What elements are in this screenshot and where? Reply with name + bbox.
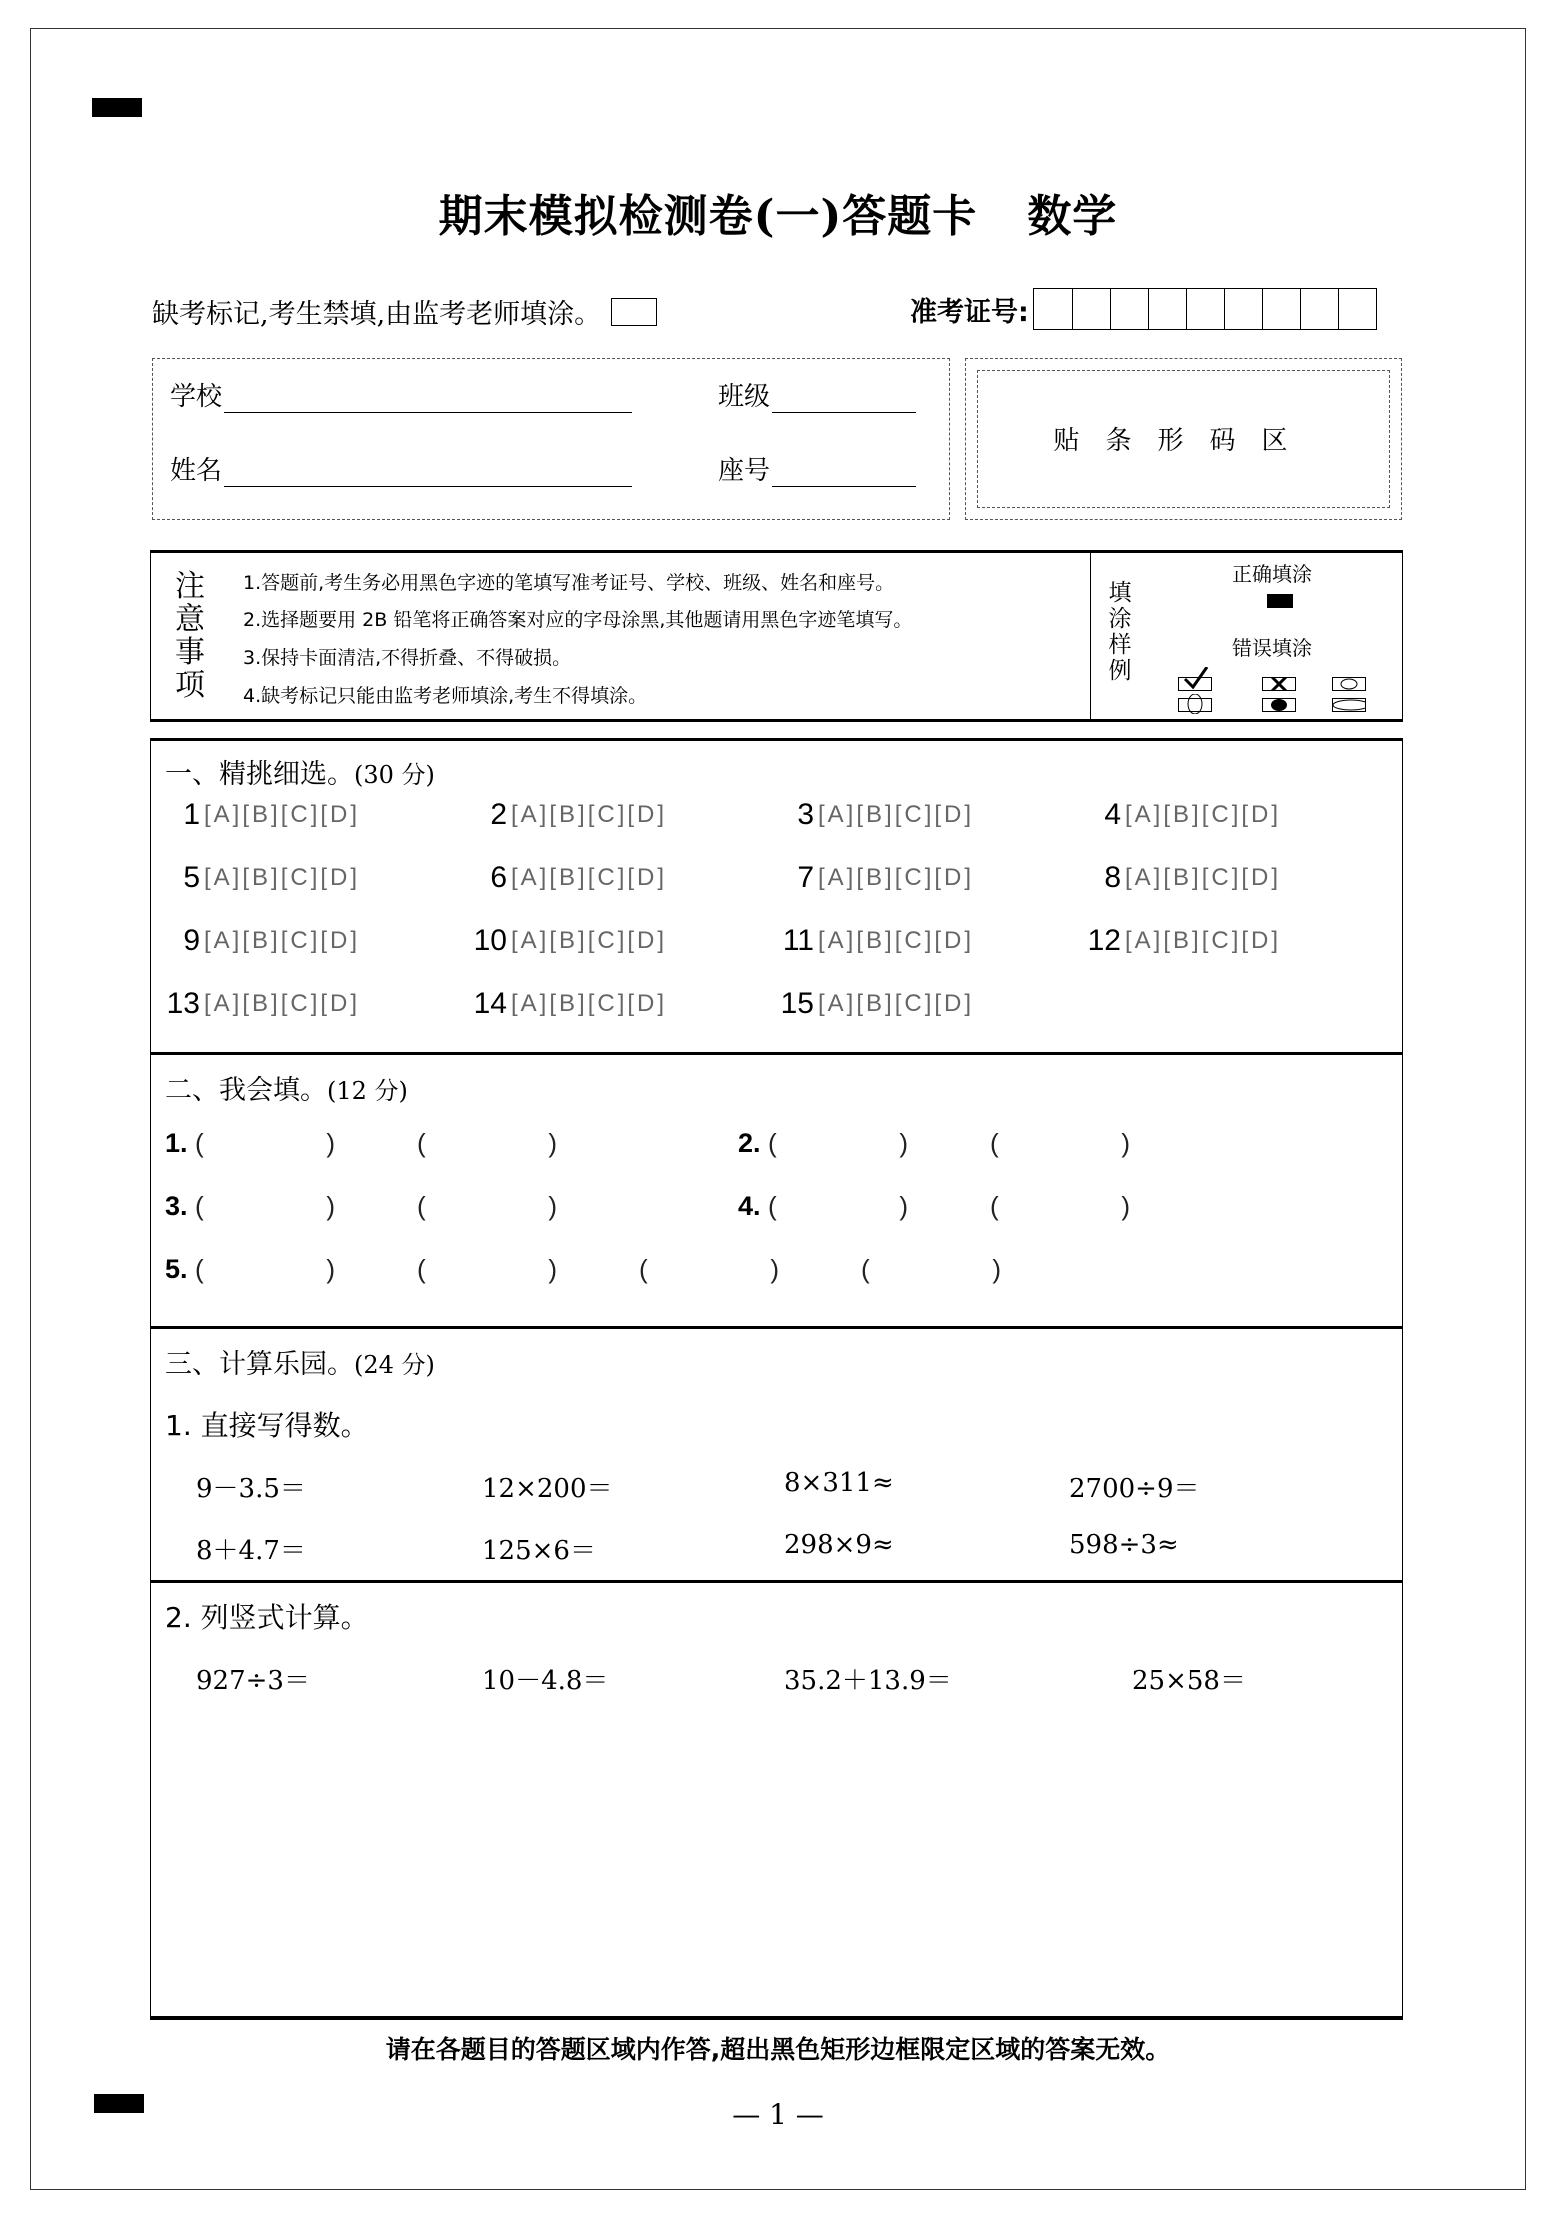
notice-item-4: 4.缺考标记只能由监考老师填涂,考生不得填涂。 (243, 685, 648, 707)
answer-blank[interactable] (417, 1191, 557, 1222)
vertical-calc-expression: 25×58＝ (1132, 1666, 1246, 1696)
calc-expression: 8＋4.7＝ (196, 1536, 306, 1566)
question-number: 10 (473, 924, 507, 957)
fill-item (738, 1191, 1212, 1222)
question-number: 3 (797, 798, 814, 831)
mcq-question (774, 798, 982, 832)
answer-options[interactable]: [A][B][C][D] (818, 801, 975, 828)
section-divider (150, 1326, 1403, 1329)
answer-blank[interactable] (195, 1254, 335, 1285)
fill-item (165, 1191, 639, 1222)
fill-item-number: 3. (165, 1191, 188, 1221)
fill-item-number: 1. (165, 1128, 188, 1158)
question-number: 9 (183, 924, 200, 957)
paren-open: ( (861, 1254, 870, 1284)
calc-expression: 298×9≈ (784, 1530, 894, 1560)
mcq-question (774, 861, 982, 895)
class-field[interactable] (718, 376, 916, 413)
mcq-question (467, 924, 675, 958)
paren-open: ( (990, 1128, 999, 1158)
paren-close: ) (1121, 1128, 1130, 1158)
fill-item-number: 4. (738, 1191, 761, 1221)
paren-close: ) (899, 1191, 908, 1221)
school-field[interactable] (170, 376, 632, 413)
answer-blank[interactable] (861, 1254, 1001, 1285)
answer-blank[interactable] (417, 1128, 557, 1159)
paren-open: ( (195, 1128, 204, 1158)
small-circle-sample-icon (1332, 677, 1366, 691)
calc-expression: 8×311≈ (784, 1468, 894, 1498)
name-input-line[interactable] (224, 460, 632, 487)
vertical-calc-expression: 10－4.8＝ (482, 1666, 609, 1696)
paren-open: ( (768, 1128, 777, 1158)
cross-mark-sample-icon (1262, 677, 1296, 691)
answer-blank[interactable] (768, 1191, 908, 1222)
mcq-question (1081, 924, 1289, 958)
question-number: 8 (1104, 861, 1121, 894)
answer-blank[interactable] (417, 1254, 557, 1285)
notice-item-2: 2.选择题要用 2B 铅笔将正确答案对应的字母涂黑,其他题请用黑色字迹笔填写。 (243, 609, 913, 631)
answer-options[interactable]: [A][B][C][D] (818, 927, 975, 954)
question-number: 1 (183, 798, 200, 831)
answer-options[interactable]: [A][B][C][D] (511, 864, 668, 891)
notice-item-3: 3.保持卡面清洁,不得折叠、不得破损。 (243, 647, 572, 669)
answer-blank[interactable] (990, 1128, 1130, 1159)
calc-expression: 598÷3≈ (1069, 1530, 1179, 1560)
question-number: 13 (166, 987, 200, 1020)
calc-expression: 2700÷9＝ (1069, 1474, 1200, 1504)
exam-number (910, 288, 1377, 330)
paren-close: ) (548, 1191, 557, 1221)
answer-options[interactable]: [A][B][C][D] (204, 801, 361, 828)
paren-open: ( (417, 1191, 426, 1221)
answer-options[interactable]: [A][B][C][D] (511, 801, 668, 828)
section-divider (150, 1052, 1403, 1055)
section3-title (165, 1342, 435, 1381)
paren-close: ) (770, 1254, 779, 1284)
vertical-calc-expression: 35.2＋13.9＝ (784, 1666, 952, 1696)
fill-item-number: 5. (165, 1254, 188, 1284)
paren-close: ) (326, 1191, 335, 1221)
class-input-line[interactable] (772, 386, 916, 413)
answer-blank[interactable] (990, 1191, 1130, 1222)
vertical-ellipse-sample-icon (1178, 698, 1212, 712)
answer-options[interactable]: [A][B][C][D] (511, 990, 668, 1017)
vertical-calc-expression: 927÷3＝ (196, 1666, 310, 1696)
answer-options[interactable]: [A][B][C][D] (1125, 801, 1282, 828)
paren-close: ) (326, 1254, 335, 1284)
mcq-question (774, 987, 982, 1021)
paren-close: ) (326, 1128, 335, 1158)
section2-heading: 二、我会填。 (165, 1075, 327, 1106)
paren-open: ( (195, 1254, 204, 1284)
calc-expression: 12×200＝ (482, 1474, 613, 1504)
paren-close: ) (899, 1128, 908, 1158)
title-subject: 数学 (1027, 191, 1118, 242)
answer-blank[interactable] (768, 1128, 908, 1159)
paren-close: ) (1121, 1191, 1130, 1221)
name-field[interactable] (170, 450, 632, 487)
wrong-fill-label: 错误填涂 (1232, 636, 1312, 660)
part2-title: 2. 列竖式计算。 (165, 1601, 369, 1634)
class-label: 班级 (718, 382, 771, 412)
fill-sample-title: 填涂样例 (1108, 580, 1132, 684)
footer-note: 请在各题目的答题区域内作答,超出黑色矩形边框限定区域的答案无效。 (385, 2035, 1171, 2064)
section1-points: (30 分) (354, 761, 435, 789)
absence-mark (152, 292, 657, 331)
paren-open: ( (417, 1128, 426, 1158)
exam-number-cells (1033, 288, 1377, 330)
answer-blank[interactable] (639, 1254, 779, 1285)
question-number: 15 (780, 987, 814, 1020)
seat-input-line[interactable] (772, 460, 916, 487)
notice-item-1: 1.答题前,考生务必用黑色字迹的笔填写准考证号、学校、班级、姓名和座号。 (243, 572, 895, 594)
section2-points: (12 分) (327, 1077, 408, 1105)
filled-dot-sample-icon (1262, 698, 1296, 712)
paren-open: ( (639, 1254, 648, 1284)
mcq-question (467, 861, 675, 895)
paren-close: ) (548, 1254, 557, 1284)
question-number: 7 (797, 861, 814, 894)
calc-expression: 9－3.5＝ (196, 1474, 306, 1504)
title-main: 期末模拟检测卷(一)答题卡 (438, 191, 978, 242)
school-input-line[interactable] (224, 386, 632, 413)
section3-points: (24 分) (354, 1351, 435, 1379)
question-number: 6 (490, 861, 507, 894)
mcq-question (160, 924, 368, 958)
question-number: 5 (183, 861, 200, 894)
answer-options[interactable]: [A][B][C][D] (818, 990, 975, 1017)
fill-item (738, 1128, 1212, 1159)
exam-number-label: 准考证号: (910, 296, 1029, 328)
mcq-question (1081, 861, 1289, 895)
fill-item (165, 1128, 639, 1159)
answer-options[interactable]: [A][B][C][D] (1125, 864, 1282, 891)
alignment-marker-top (92, 98, 142, 117)
answer-blank[interactable] (195, 1191, 335, 1222)
mcq-question (160, 987, 368, 1021)
seat-label: 座号 (718, 456, 771, 486)
paren-open: ( (768, 1191, 777, 1221)
paren-open: ( (195, 1191, 204, 1221)
paren-close: ) (548, 1128, 557, 1158)
answer-options[interactable]: [A][B][C][D] (511, 927, 668, 954)
section2-title (165, 1068, 408, 1107)
check-mark-sample-icon (1178, 677, 1212, 691)
mcq-question (774, 924, 982, 958)
fill-item (165, 1254, 1083, 1285)
mcq-question (467, 987, 675, 1021)
question-number: 12 (1087, 924, 1121, 957)
absence-label: 缺考标记,考生禁填,由监考老师填涂。 (152, 299, 602, 330)
mcq-question (160, 861, 368, 895)
question-number: 4 (1104, 798, 1121, 831)
exam-number-cell[interactable] (1186, 289, 1224, 329)
exam-number-cell[interactable] (1110, 289, 1148, 329)
section-divider (150, 1580, 1403, 1583)
answer-options[interactable]: [A][B][C][D] (204, 864, 361, 891)
answer-options[interactable]: [A][B][C][D] (1125, 927, 1282, 954)
barcode-label: 贴条形码区 (1053, 426, 1314, 456)
question-number: 14 (473, 987, 507, 1020)
exam-number-cell[interactable] (1338, 289, 1376, 329)
exam-number-cell[interactable] (1148, 289, 1186, 329)
mcq-question (1081, 798, 1289, 832)
exam-number-cell[interactable] (1224, 289, 1262, 329)
fill-item-number: 2. (738, 1128, 761, 1158)
answer-options[interactable]: [A][B][C][D] (204, 990, 361, 1017)
seat-field[interactable] (718, 450, 916, 487)
exam-number-cell[interactable] (1262, 289, 1300, 329)
school-label: 学校 (170, 382, 223, 412)
notice-divider (1090, 552, 1091, 719)
mcq-question (467, 798, 675, 832)
exam-number-cell[interactable] (1072, 289, 1110, 329)
section3-heading: 三、计算乐园。 (165, 1349, 354, 1380)
answer-options[interactable]: [A][B][C][D] (204, 927, 361, 954)
paren-close: ) (992, 1254, 1001, 1284)
exam-number-cell[interactable] (1034, 289, 1072, 329)
question-number: 2 (490, 798, 507, 831)
horizontal-ellipse-sample-icon (1332, 698, 1366, 712)
section1-title (165, 752, 435, 791)
answer-blank[interactable] (195, 1128, 335, 1159)
paren-open: ( (990, 1191, 999, 1221)
answer-options[interactable]: [A][B][C][D] (818, 864, 975, 891)
correct-fill-sample-icon (1267, 594, 1293, 608)
calc-expression: 125×6＝ (482, 1536, 596, 1566)
section1-heading: 一、精挑细选。 (165, 759, 354, 790)
page-number: — 1 — (732, 2098, 824, 2131)
exam-number-cell[interactable] (1300, 289, 1338, 329)
notice-title: 注意事项 (175, 569, 205, 703)
correct-fill-label: 正确填涂 (1232, 562, 1312, 586)
question-number: 11 (782, 924, 814, 957)
part1-title: 1. 直接写得数。 (165, 1409, 369, 1442)
absence-checkbox[interactable] (611, 298, 657, 326)
mcq-question (160, 798, 368, 832)
name-label: 姓名 (170, 456, 223, 486)
paren-open: ( (417, 1254, 426, 1284)
page-title (0, 180, 1556, 244)
